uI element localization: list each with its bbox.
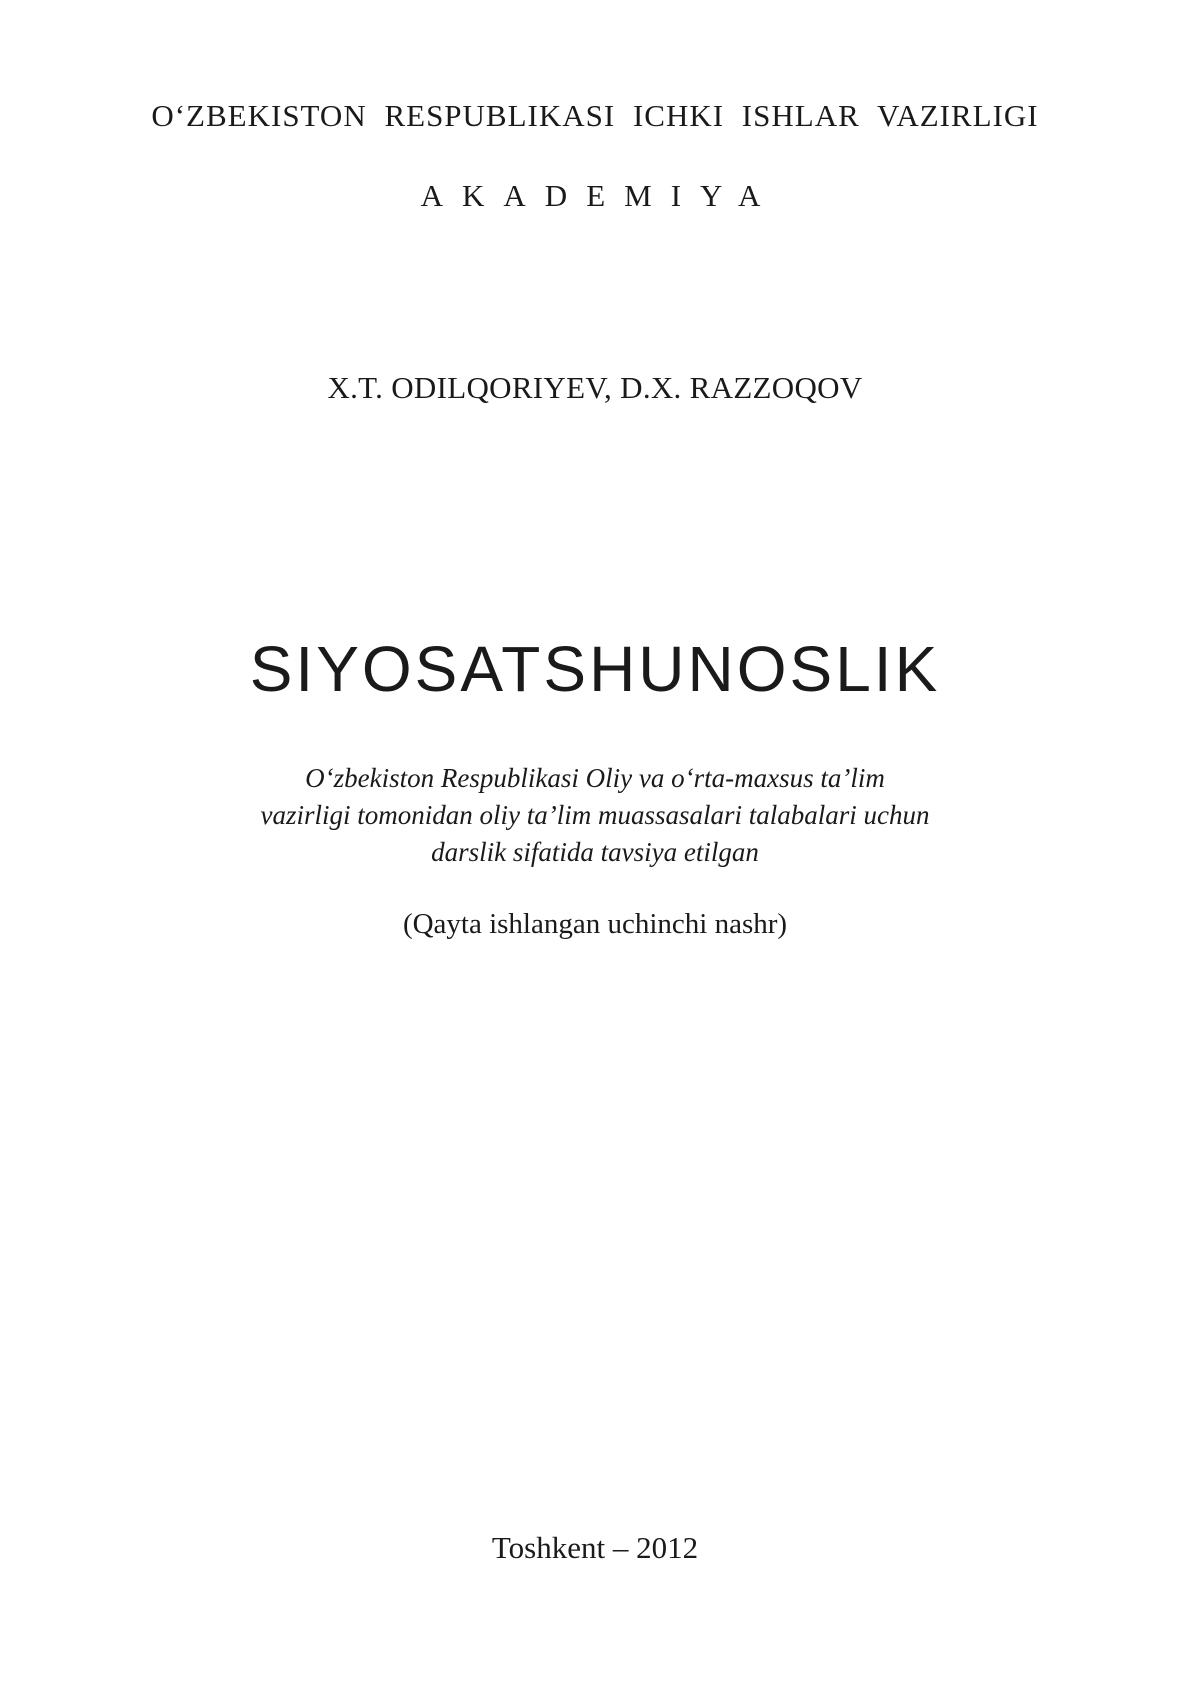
recommendation-line: vazirligi tomonidan oliy ta’lim muassasalari talabalari uchun (260, 800, 930, 830)
recommendation-line: O‘zbekiston Respublikasi Oliy va o‘rta-maxsus ta’lim (305, 763, 885, 793)
book-title: SIYOSATSHUNOSLIK (249, 633, 941, 705)
edition-note: (Qayta ishlangan uchinchi nashr) (402, 908, 788, 940)
recommendation-note (0, 760, 1190, 871)
imprint-place-year: Toshkent – 2012 (491, 1530, 699, 1565)
recommendation-line: darslik sifatida tavsiya etilgan (431, 837, 759, 867)
institution-heading: AKADEMIYA (420, 178, 780, 213)
ministry-heading: O‘ZBEKISTON RESPUBLIKASI ICHKI ISHLAR VAZIRLIGI (151, 98, 1039, 133)
book-authors: X.T. ODILQORIYEV, D.X. RAZZOQOV (327, 370, 863, 405)
